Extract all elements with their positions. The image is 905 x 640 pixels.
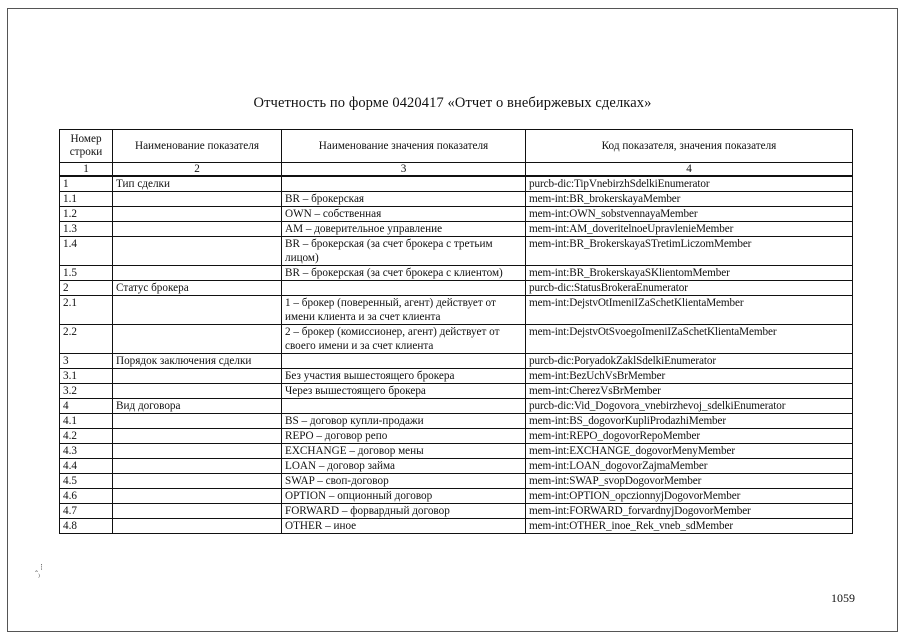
indicator-code: mem-int:BR_BrokerskayaSTretimLiczomMember: [526, 237, 853, 266]
indicator-name: [113, 444, 282, 459]
indicator-code: mem-int:REPO_dogovorRepoMember: [526, 429, 853, 444]
header-value-name: Наименование значения показателя: [282, 130, 526, 163]
value-name: [282, 399, 526, 414]
indicator-name: Порядок заключения сделки: [113, 354, 282, 369]
table-row: [60, 176, 853, 192]
value-name: OWN – собственная: [282, 207, 526, 222]
table-row: [60, 429, 853, 444]
column-number-row: [60, 163, 853, 177]
indicator-name: [113, 296, 282, 325]
indicator-code: mem-int:FORWARD_forvardnyjDogovorMember: [526, 504, 853, 519]
indicator-code: mem-int:DejstvOtImeniIZaSchetKlientaMember: [526, 296, 853, 325]
value-name: BR – брокерская: [282, 192, 526, 207]
value-name: REPO – договор репо: [282, 429, 526, 444]
indicator-code: mem-int:EXCHANGE_dogovorMenyMember: [526, 444, 853, 459]
indicator-code: mem-int:OPTION_opczionnyjDogovorMember: [526, 489, 853, 504]
row-number: 4.2: [60, 429, 113, 444]
indicator-code: mem-int:BezUchVsBrMember: [526, 369, 853, 384]
indicator-code: mem-int:AM_doveritelnoeUpravlenieMember: [526, 222, 853, 237]
row-number: 4.4: [60, 459, 113, 474]
row-number: 4.8: [60, 519, 113, 534]
column-number: 3: [282, 163, 526, 177]
indicator-code: mem-int:BS_dogovorKupliProdazhiMember: [526, 414, 853, 429]
indicator-name: [113, 384, 282, 399]
table-row: [60, 414, 853, 429]
report-table: [59, 129, 853, 534]
indicator-name: [113, 429, 282, 444]
indicator-name: [113, 489, 282, 504]
indicator-code: mem-int:OWN_sobstvennayaMember: [526, 207, 853, 222]
value-name: BS – договор купли-продажи: [282, 414, 526, 429]
indicator-name: [113, 325, 282, 354]
indicator-name: [113, 222, 282, 237]
indicator-name: [113, 519, 282, 534]
row-number: 2: [60, 281, 113, 296]
table-row: [60, 266, 853, 281]
value-name: FORWARD – форвардный договор: [282, 504, 526, 519]
value-name: EXCHANGE – договор мены: [282, 444, 526, 459]
table-row: [60, 504, 853, 519]
table-row: [60, 281, 853, 296]
row-number: 3.1: [60, 369, 113, 384]
indicator-code: purcb-dic:TipVnebirzhSdelkiEnumerator: [526, 176, 853, 192]
indicator-code: mem-int:SWAP_svopDogovorMember: [526, 474, 853, 489]
row-number: 4: [60, 399, 113, 414]
value-name: [282, 281, 526, 296]
table-row: [60, 296, 853, 325]
indicator-name: [113, 459, 282, 474]
value-name: 1 – брокер (поверенный, агент) действует от имени клиента и за счет клиента: [282, 296, 526, 325]
row-number: 4.3: [60, 444, 113, 459]
value-name: Через вышестоящего брокера: [282, 384, 526, 399]
table-row: [60, 325, 853, 354]
header-row-number: Номер строки: [60, 130, 113, 163]
margin-mark: ꞈ ⁝ ⁾: [34, 562, 44, 582]
row-number: 3: [60, 354, 113, 369]
table-row: [60, 519, 853, 534]
table-row: [60, 207, 853, 222]
table-row: [60, 237, 853, 266]
table-row: [60, 192, 853, 207]
row-number: 2.1: [60, 296, 113, 325]
value-name: 2 – брокер (комиссионер, агент) действует от своего имени и за счет клиента: [282, 325, 526, 354]
indicator-name: [113, 266, 282, 281]
value-name: OTHER – иное: [282, 519, 526, 534]
row-number: 1.1: [60, 192, 113, 207]
table-row: [60, 444, 853, 459]
value-name: LOAN – договор займа: [282, 459, 526, 474]
value-name: BR – брокерская (за счет брокера с третьим лицом): [282, 237, 526, 266]
header-indicator-name: Наименование показателя: [113, 130, 282, 163]
indicator-name: Вид договора: [113, 399, 282, 414]
indicator-code: mem-int:OTHER_inoe_Rek_vneb_sdMember: [526, 519, 853, 534]
row-number: 3.2: [60, 384, 113, 399]
row-number: 4.1: [60, 414, 113, 429]
row-number: 4.6: [60, 489, 113, 504]
indicator-name: [113, 237, 282, 266]
value-name: BR – брокерская (за счет брокера с клиентом): [282, 266, 526, 281]
page-number: 1059: [831, 591, 855, 605]
column-number: 2: [113, 163, 282, 177]
table-row: [60, 354, 853, 369]
value-name: [282, 176, 526, 192]
column-number: 4: [526, 163, 853, 177]
table-row: [60, 459, 853, 474]
value-name: AM – доверительное управление: [282, 222, 526, 237]
row-number: 1: [60, 176, 113, 192]
indicator-name: [113, 504, 282, 519]
indicator-code: purcb-dic:StatusBrokeraEnumerator: [526, 281, 853, 296]
value-name: [282, 354, 526, 369]
table-row: [60, 384, 853, 399]
row-number: 1.4: [60, 237, 113, 266]
table-row: [60, 474, 853, 489]
table-row: [60, 369, 853, 384]
row-number: 1.2: [60, 207, 113, 222]
indicator-name: Тип сделки: [113, 176, 282, 192]
row-number: 1.5: [60, 266, 113, 281]
row-number: 2.2: [60, 325, 113, 354]
indicator-code: purcb-dic:PoryadokZaklSdelkiEnumerator: [526, 354, 853, 369]
row-number: 4.5: [60, 474, 113, 489]
table-row: [60, 489, 853, 504]
indicator-code: purcb-dic:Vid_Dogovora_vnebirzhevoj_sdelkiEnumerator: [526, 399, 853, 414]
value-name: Без участия вышестоящего брокера: [282, 369, 526, 384]
indicator-name: [113, 369, 282, 384]
column-number: 1: [60, 163, 113, 177]
header-indicator-code: Код показателя, значения показателя: [526, 130, 853, 163]
indicator-code: mem-int:BR_BrokerskayaSKlientomMember: [526, 266, 853, 281]
indicator-name: Статус брокера: [113, 281, 282, 296]
indicator-name: [113, 414, 282, 429]
indicator-name: [113, 192, 282, 207]
table-row: [60, 399, 853, 414]
indicator-code: mem-int:BR_brokerskayaMember: [526, 192, 853, 207]
indicator-name: [113, 207, 282, 222]
value-name: SWAP – своп-договор: [282, 474, 526, 489]
table-header-row: [60, 130, 853, 163]
value-name: OPTION – опционный договор: [282, 489, 526, 504]
table-row: [60, 222, 853, 237]
page-title: Отчетность по форме 0420417 «Отчет о внебиржевых сделках»: [253, 95, 652, 111]
indicator-code: mem-int:LOAN_dogovorZajmaMember: [526, 459, 853, 474]
indicator-code: mem-int:CherezVsBrMember: [526, 384, 853, 399]
indicator-code: mem-int:DejstvOtSvoegoImeniIZaSchetKlientaMember: [526, 325, 853, 354]
row-number: 1.3: [60, 222, 113, 237]
indicator-name: [113, 474, 282, 489]
row-number: 4.7: [60, 504, 113, 519]
